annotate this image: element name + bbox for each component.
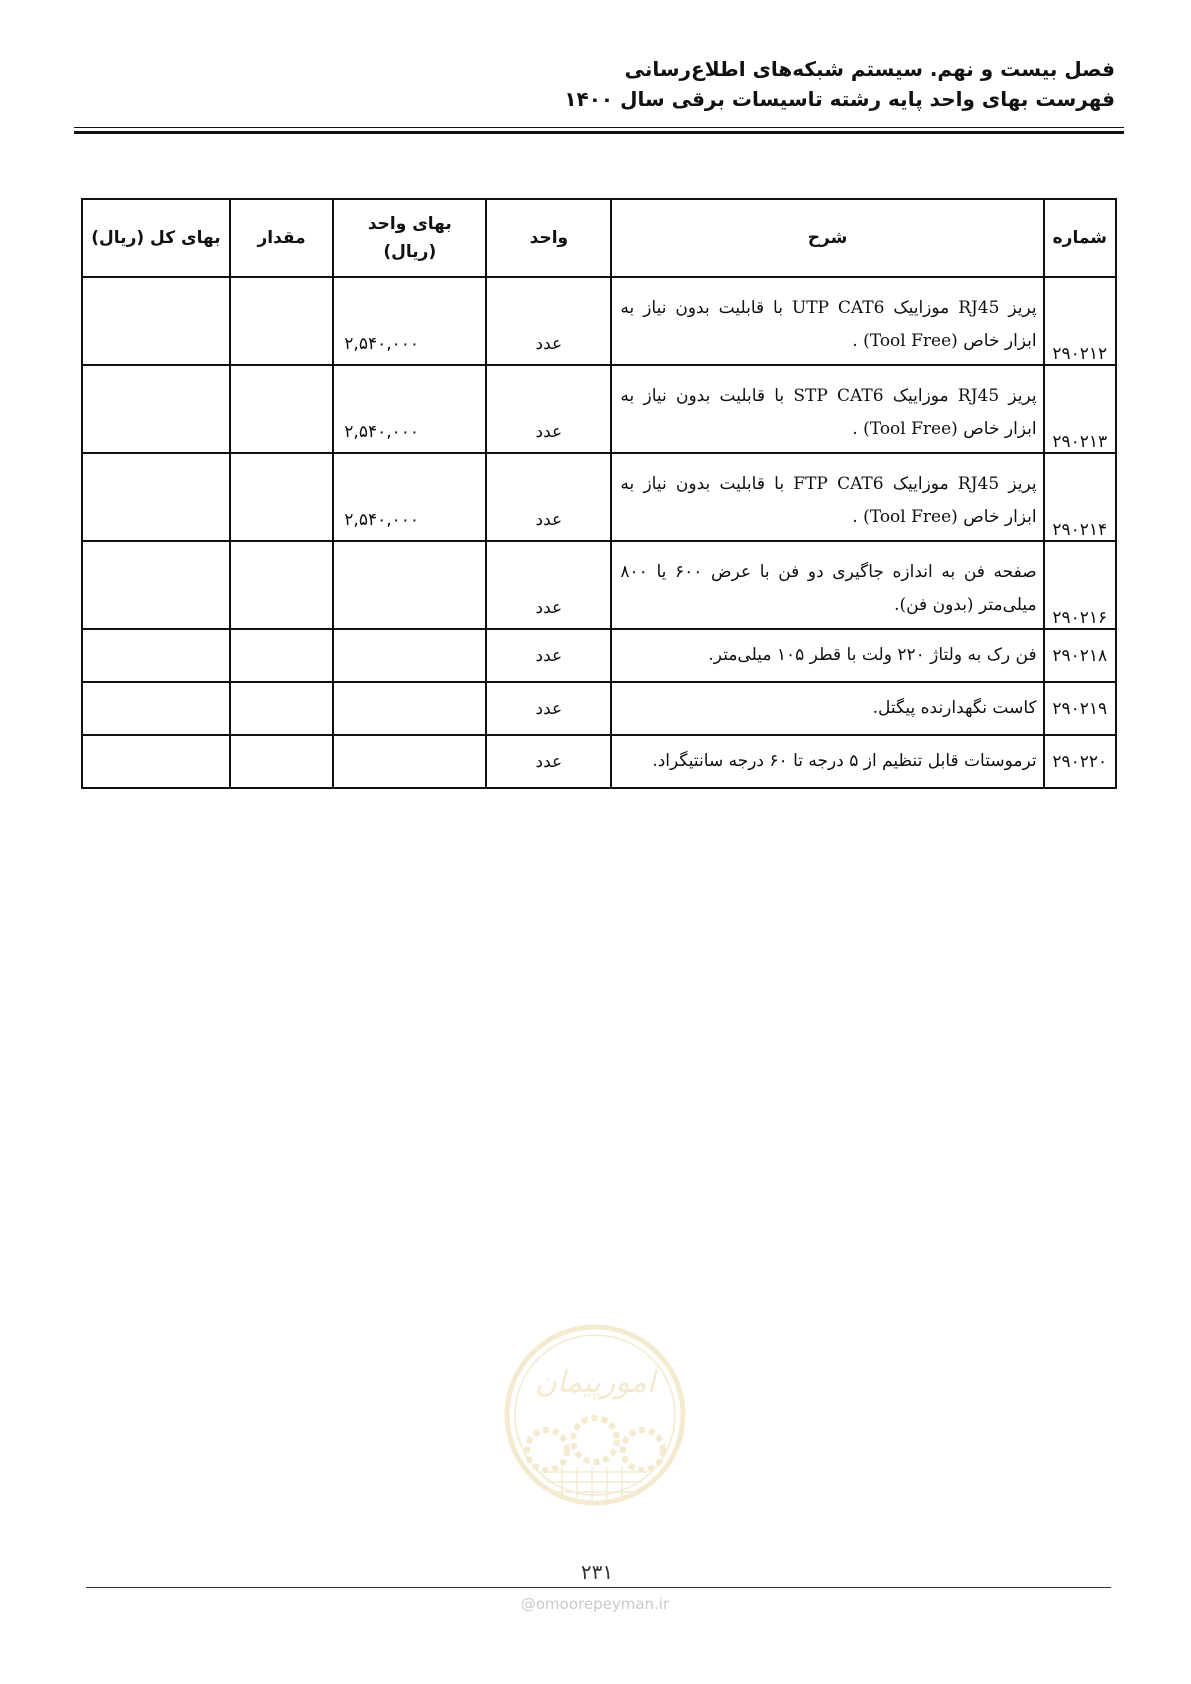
column-header-quantity: مقدار — [230, 199, 333, 277]
page-number: ۲۳۱ — [580, 1560, 614, 1584]
chapter-title: فصل بیست و نهم. سیستم شبکه‌های اطلاع‌رسانی — [624, 57, 1115, 81]
item-total-price — [82, 541, 230, 629]
header-rule-thick — [74, 131, 1124, 134]
table-row — [82, 277, 1116, 365]
item-description: پریز RJ45 موزاییک STP CAT6 با قابلیت بدون نیاز به ابزار خاص (Tool Free) . — [611, 365, 1043, 453]
item-description: پریز RJ45 موزاییک UTP CAT6 با قابلیت بدون نیاز به ابزار خاص (Tool Free) . — [611, 277, 1043, 365]
item-number: ۲۹۰۲۱۹ — [1044, 682, 1116, 735]
item-unit: عدد — [486, 629, 611, 682]
item-quantity — [230, 277, 333, 365]
item-unit: عدد — [486, 682, 611, 735]
header-rule-thin — [74, 127, 1124, 128]
column-header-unit-price: بهای واحد (ریال) — [333, 199, 486, 277]
item-number: ۲۹۰۲۱۴ — [1044, 453, 1116, 541]
item-quantity — [230, 629, 333, 682]
item-unit-price — [333, 682, 486, 735]
price-table — [81, 198, 1117, 789]
item-number: ۲۹۰۲۱۸ — [1044, 629, 1116, 682]
item-unit-price — [333, 735, 486, 788]
item-quantity — [230, 365, 333, 453]
item-quantity — [230, 735, 333, 788]
item-unit: عدد — [486, 277, 611, 365]
item-quantity — [230, 541, 333, 629]
table-row — [82, 682, 1116, 735]
table-row — [82, 365, 1116, 453]
column-header-number: شماره — [1044, 199, 1116, 277]
item-unit: عدد — [486, 735, 611, 788]
item-description: کاست نگهدارنده پیگتل. — [611, 682, 1043, 735]
item-total-price — [82, 629, 230, 682]
table-row — [82, 629, 1116, 682]
item-number: ۲۹۰۲۱۳ — [1044, 365, 1116, 453]
item-description: فن رک به ولتاژ ۲۲۰ ولت با قطر ۱۰۵ میلی‌متر. — [611, 629, 1043, 682]
item-total-price — [82, 682, 230, 735]
price-list-title: فهرست بهای واحد پایه رشته تاسیسات برقی سال ۱۴۰۰ — [564, 87, 1115, 111]
page-header — [65, 54, 1115, 114]
site-link[interactable]: @omoorepeyman.ir — [520, 1595, 670, 1613]
item-total-price — [82, 277, 230, 365]
table-row — [82, 735, 1116, 788]
item-description: صفحه فن به اندازه جاگیری دو فن با عرض ۶۰۰ یا ۸۰۰ میلی‌متر (بدون فن). — [611, 541, 1043, 629]
item-number: ۲۹۰۲۱۶ — [1044, 541, 1116, 629]
item-unit-price — [333, 541, 486, 629]
item-description: پریز RJ45 موزاییک FTP CAT6 با قابلیت بدون نیاز به ابزار خاص (Tool Free) . — [611, 453, 1043, 541]
watermark-text: امورپیمان — [534, 1365, 656, 1400]
item-unit: عدد — [486, 541, 611, 629]
item-unit-price — [333, 629, 486, 682]
item-total-price — [82, 365, 230, 453]
column-header-unit: واحد — [486, 199, 611, 277]
item-unit-price: ۲,۵۴۰,۰۰۰ — [333, 365, 486, 453]
item-number: ۲۹۰۲۲۰ — [1044, 735, 1116, 788]
item-total-price — [82, 453, 230, 541]
watermark-logo-icon — [502, 1322, 689, 1509]
column-header-total-price: بهای کل (ریال) — [82, 199, 230, 277]
watermark-logo — [502, 1322, 689, 1509]
column-header-description: شرح — [611, 199, 1043, 277]
item-description: ترموستات قابل تنظیم از ۵ درجه تا ۶۰ درجه سانتیگراد. — [611, 735, 1043, 788]
item-quantity — [230, 453, 333, 541]
item-total-price — [82, 735, 230, 788]
item-unit-price: ۲,۵۴۰,۰۰۰ — [333, 277, 486, 365]
item-quantity — [230, 682, 333, 735]
table-header-row — [82, 199, 1116, 277]
item-unit-price: ۲,۵۴۰,۰۰۰ — [333, 453, 486, 541]
item-unit: عدد — [486, 365, 611, 453]
item-number: ۲۹۰۲۱۲ — [1044, 277, 1116, 365]
item-unit: عدد — [486, 453, 611, 541]
table-row — [82, 453, 1116, 541]
table-row — [82, 541, 1116, 629]
footer-rule — [86, 1587, 1111, 1588]
